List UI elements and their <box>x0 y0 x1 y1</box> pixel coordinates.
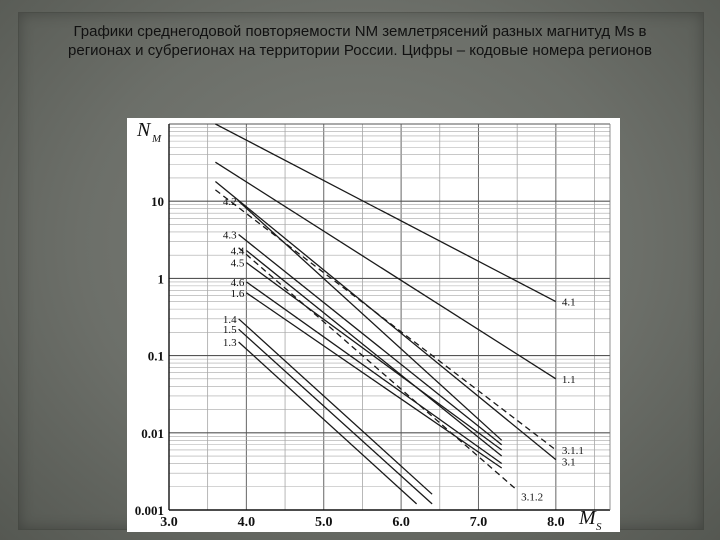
series-line-4-2 <box>239 201 502 440</box>
series-label-1-1: 1.1 <box>561 373 576 386</box>
series-line-4-1 <box>215 124 555 302</box>
series-lines <box>215 124 555 504</box>
series-label-1-6: 1.6 <box>230 287 245 300</box>
series-label-3-1: 3.1 <box>561 456 576 469</box>
y-tick-label: 0.001 <box>134 503 164 518</box>
series-label-4-5: 4.5 <box>230 257 245 270</box>
series-label-4-2: 4.2 <box>222 196 237 209</box>
slide-title: Графики среднегодовой повторяемости NM землетрясений разных магнитуд Ms в регионах и субрегионах на территории России. Цифры – кодовые номера регионов <box>68 23 652 59</box>
series-label-1-5: 1.5 <box>222 324 237 337</box>
x-tick-label: 8.0 <box>547 515 565 530</box>
series-line-3-1 <box>215 182 555 460</box>
series-line-4-3 <box>239 235 502 445</box>
x-tick-label: 6.0 <box>392 515 410 530</box>
y-tick-label: 0.1 <box>147 348 164 364</box>
x-tick-label: 3.0 <box>160 515 178 530</box>
series-line-4-5 <box>246 263 501 450</box>
x-tick-label: 5.0 <box>314 515 333 530</box>
x-tick-label: 7.0 <box>469 515 488 530</box>
axes <box>135 119 610 532</box>
y-axis-label-subscript: M <box>152 133 162 145</box>
y-tick-label: 0.01 <box>141 425 164 441</box>
x-axis-label: M <box>579 507 596 529</box>
series-label-3-1-1: 3.1.1 <box>561 444 584 457</box>
chart-area <box>127 118 620 532</box>
series-label-1-4: 1.4 <box>222 313 237 326</box>
line-chart <box>127 118 620 532</box>
series-line-1-1 <box>215 162 555 379</box>
series-line-4-4 <box>246 251 501 457</box>
x-axis-label-subscript: S <box>596 521 602 532</box>
series-label-3-1-2: 3.1.2 <box>521 491 544 504</box>
series-line-3-1-2 <box>239 248 518 491</box>
series-label-4-6: 4.6 <box>230 276 245 289</box>
x-tick-label: 4.0 <box>237 515 256 530</box>
y-axis-label: N <box>137 119 151 141</box>
y-tick-label: 1 <box>157 271 164 287</box>
series-label-4-3: 4.3 <box>222 229 237 242</box>
series-labels <box>223 196 584 503</box>
series-label-4-1: 4.1 <box>561 296 576 309</box>
series-label-1-3: 1.3 <box>222 337 237 350</box>
y-tick-label: 10 <box>151 194 164 210</box>
series-label-4-4: 4.4 <box>230 245 245 258</box>
